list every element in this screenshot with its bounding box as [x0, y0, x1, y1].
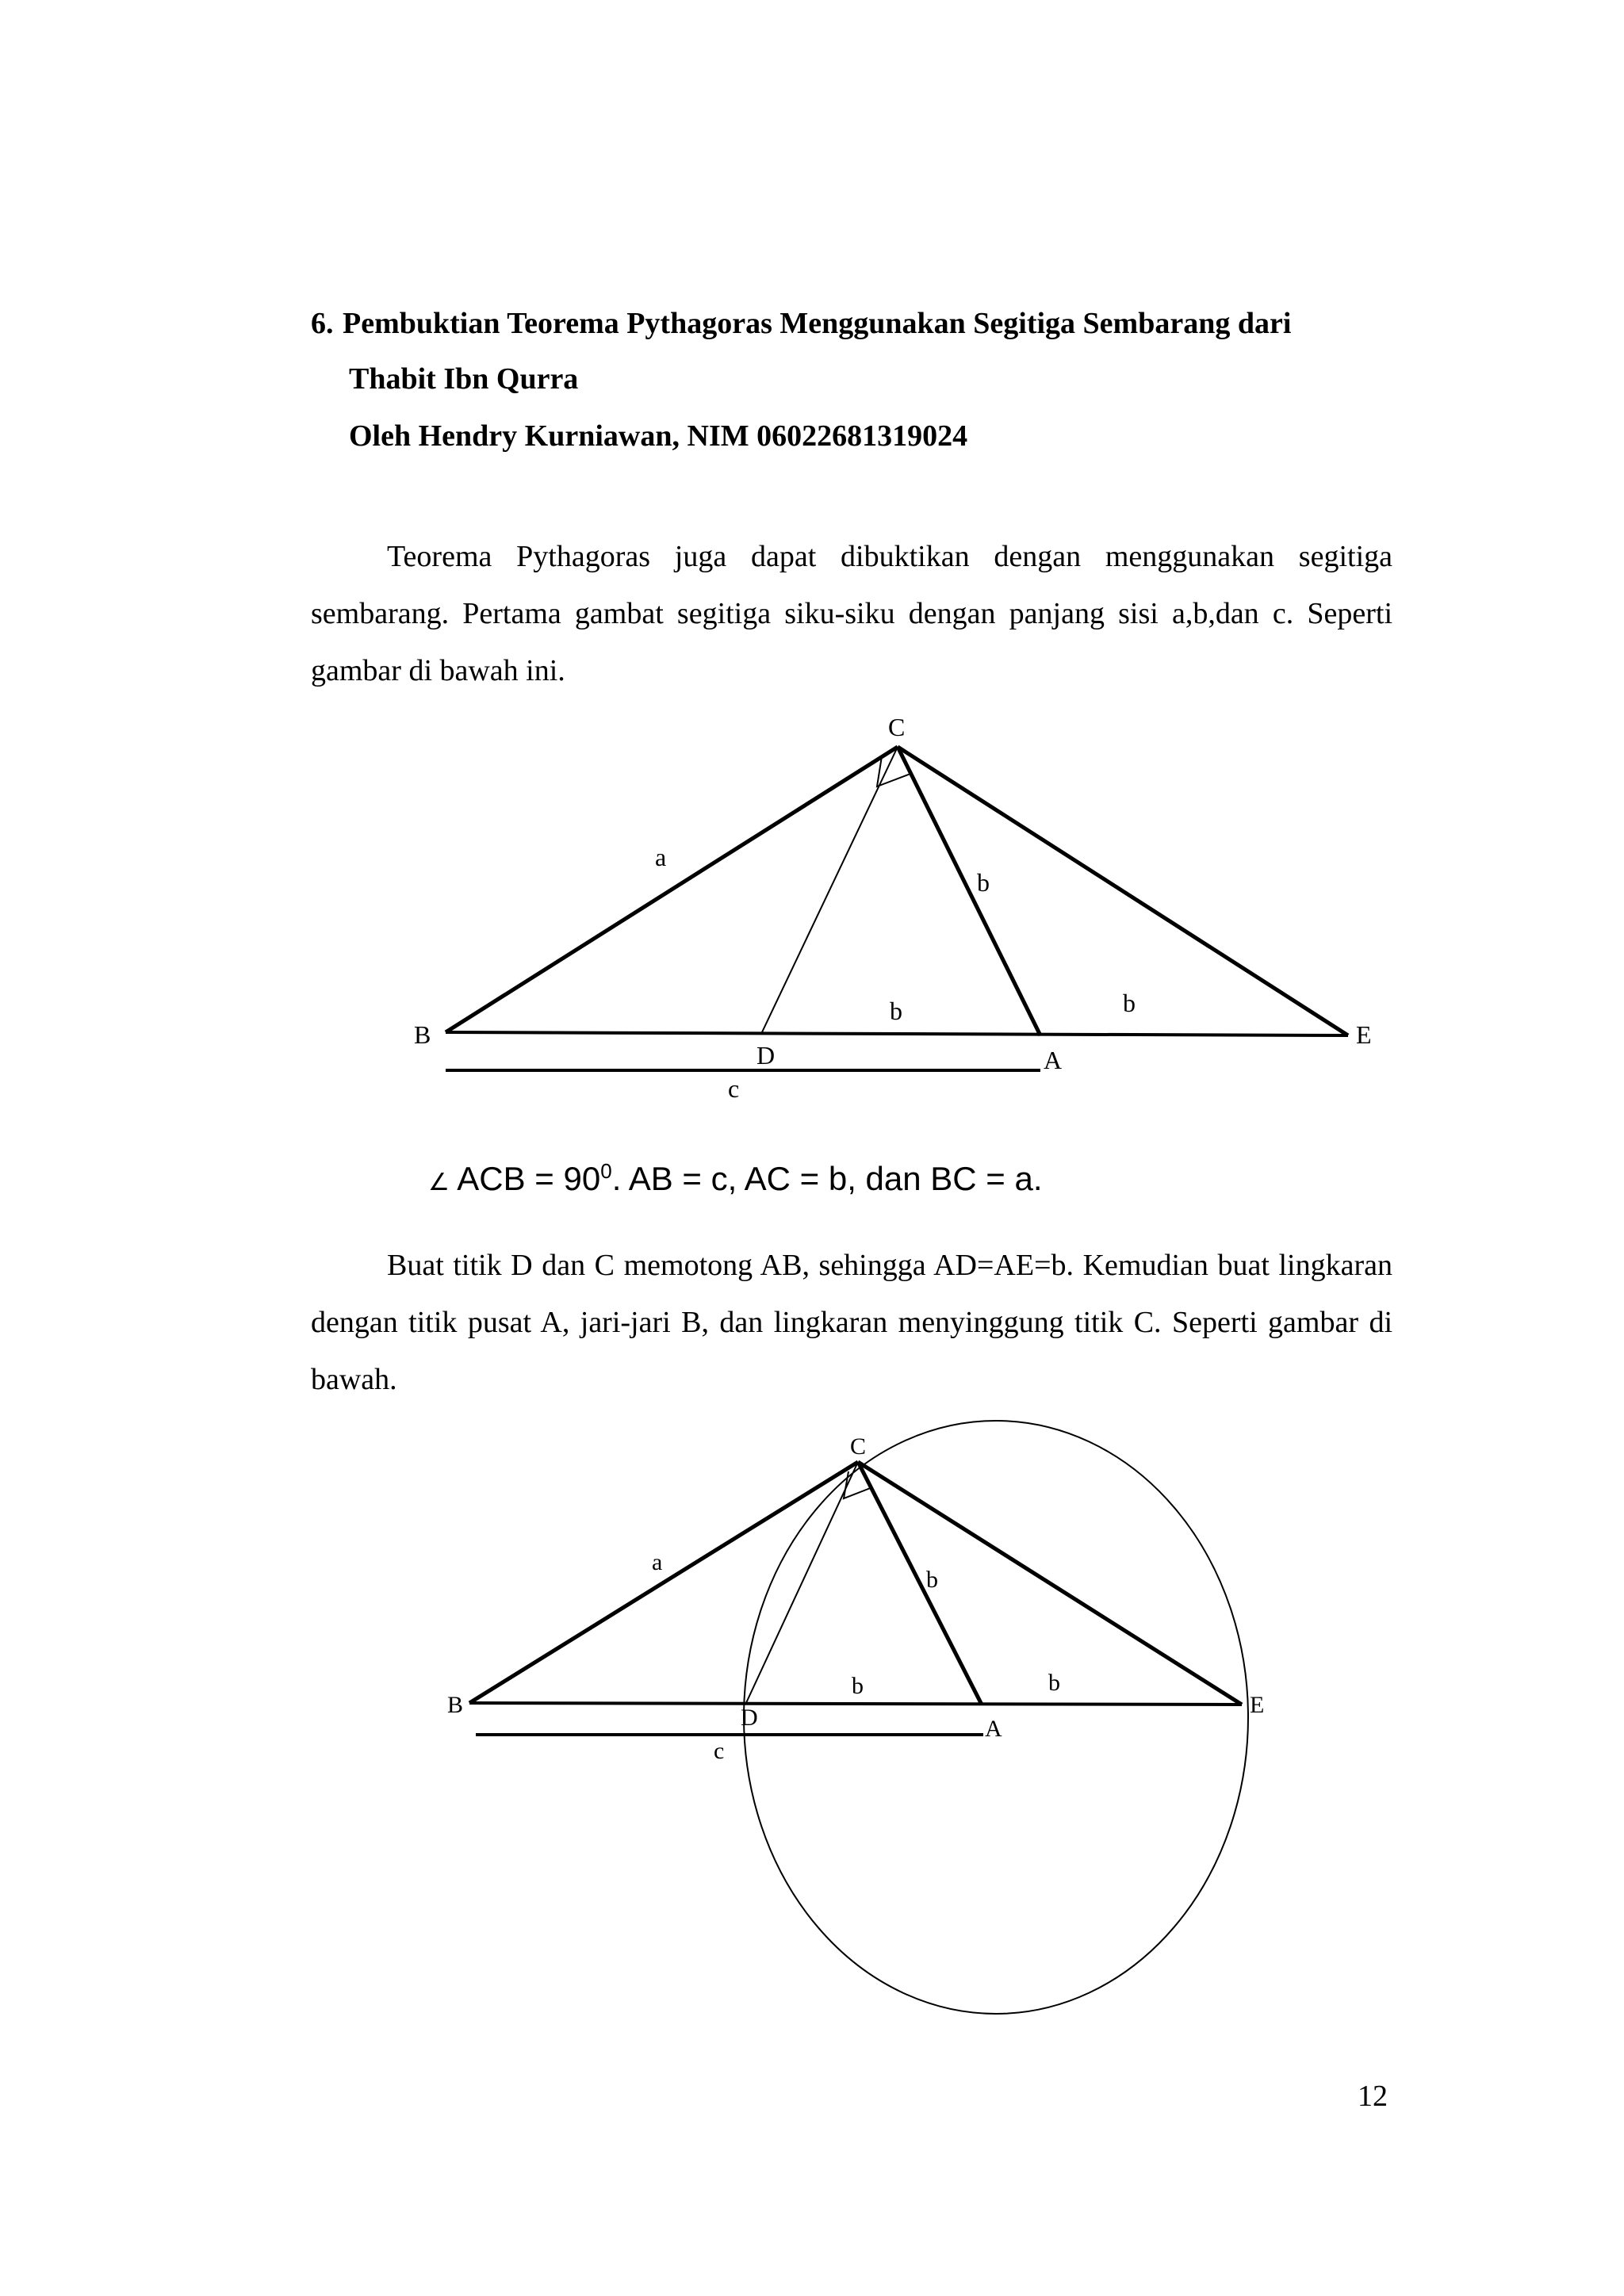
label-side-b-ca: b	[926, 1567, 938, 1593]
label-side-c: c	[728, 1074, 740, 1103]
label-side-a: a	[655, 843, 667, 871]
segment-ca	[858, 1462, 982, 1705]
section-title-line2: Thabit Ibn Qurra	[349, 362, 579, 396]
label-d-vertex: D	[756, 1041, 776, 1070]
label-c-vertex: C	[850, 1433, 867, 1460]
angle-symbol: ∠	[428, 1169, 450, 1196]
label-side-a: a	[652, 1549, 663, 1575]
label-a-vertex: A	[1044, 1046, 1063, 1074]
label-side-b-ca: b	[977, 868, 990, 897]
author-line: Oleh Hendry Kurniawan, NIM 06022681319024	[349, 419, 968, 453]
angle-text: ACB = 90	[457, 1160, 601, 1197]
label-d-vertex: D	[741, 1705, 758, 1731]
section-number: 6.	[311, 307, 334, 340]
label-side-b-ae: b	[1123, 989, 1136, 1017]
segment-bc	[469, 1462, 858, 1703]
equalities-text: . AB = c, AC = b, dan BC = a.	[611, 1160, 1043, 1197]
label-e-vertex: E	[1250, 1692, 1265, 1718]
segment-ce	[858, 1462, 1242, 1705]
paragraph-intro: Teorema Pythagoras juga dapat dibuktikan dengan menggunakan segitiga sembarang. Pertama gambat segitiga siku-siku dengan panjang sisi a,b,dan c. Seperti gambar di bawah ini.	[311, 540, 1392, 687]
page-number: 12	[1358, 2080, 1388, 2113]
degree-superscript: 0	[600, 1159, 612, 1183]
segment-be	[469, 1703, 1242, 1705]
label-b-vertex: B	[447, 1692, 464, 1718]
label-b-vertex: B	[414, 1020, 431, 1049]
label-side-b-ae: b	[1048, 1670, 1060, 1696]
label-c-vertex: C	[888, 713, 906, 741]
label-a-vertex: A	[985, 1716, 1002, 1742]
label-side-b-da: b	[852, 1673, 864, 1699]
paragraph-construction: Buat titik D dan C memotong AB, sehingga AD=AE=b. Kemudian buat lingkaran dengan titik pusat A, jari-jari B, dan lingkaran menyinggung titik C. Seperti gambar di bawah.	[311, 1249, 1392, 1396]
label-side-b-da: b	[890, 997, 902, 1025]
label-e-vertex: E	[1356, 1020, 1372, 1049]
label-side-c: c	[714, 1738, 725, 1764]
section-title-line1: Pembuktian Teorema Pythagoras Menggunakan Segitiga Sembarang dari	[343, 307, 1292, 340]
